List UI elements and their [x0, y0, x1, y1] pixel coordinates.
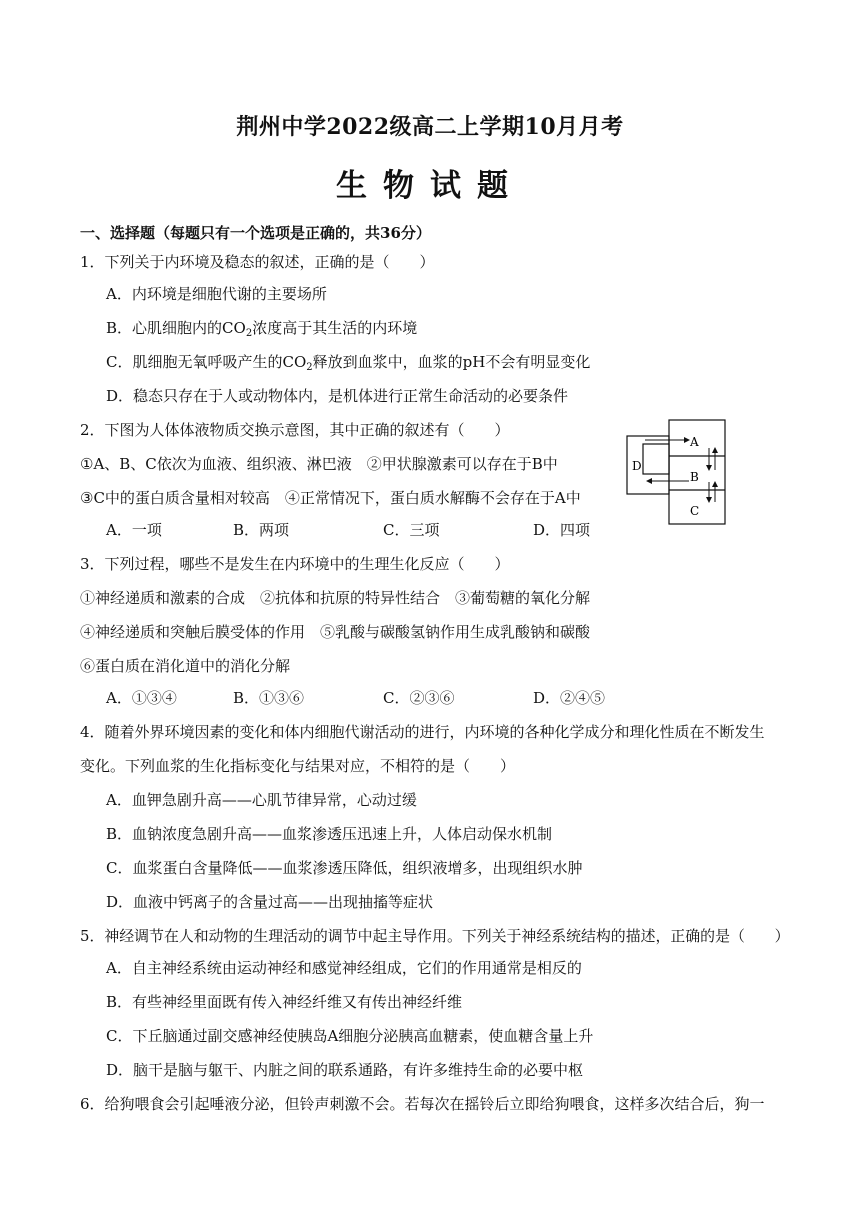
q3-item-line-2: ④神经递质和突触后膜受体的作用 ⑤乳酸与碳酸氢钠作用生成乳酸钠和碳酸 [80, 623, 591, 641]
q5-option-d: D．脑干是脑与躯干、内脏之间的联系通路，有许多维持生命的必要中枢 [106, 1061, 584, 1079]
label-c: C [690, 504, 700, 518]
q1-option-d: D．稳态只存在于人或动物体内，是机体进行正常生命活动的必要条件 [106, 387, 569, 405]
compartment-d-inner [643, 444, 669, 474]
q1-option-c: C．肌细胞无氧呼吸产生的$CO_2$释放到血浆中，血浆的pH不会有明显变化 [106, 353, 591, 373]
q3-item-line-3: ⑥蛋白质在消化道中的消化分解 [80, 657, 291, 675]
section-heading: 一、选择题（每题只有一个选项是正确的，共36分） [80, 224, 431, 242]
q3-item-line-1: ①神经递质和激素的合成 ②抗体和抗原的特异性结合 ③葡萄糖的氧化分解 [80, 589, 591, 607]
exam-title: 荆州中学2022级高二上学期10月月考 [236, 114, 624, 140]
q2-option-b: B．两项 [233, 521, 290, 539]
q2-option-d: D．四项 [533, 521, 591, 539]
exam-subject-title: 生物试题 [336, 168, 524, 204]
q1-option-a: A．内环境是细胞代谢的主要场所 [106, 285, 327, 303]
q6-stem: 6．给狗喂食会引起唾液分泌，但铃声刺激不会。若每次在摇铃后立即给狗喂食，这样多次结合后，狗一 [80, 1095, 765, 1113]
q3-option-c: C．②③⑥ [383, 689, 455, 707]
body-fluid-exchange-diagram [623, 418, 729, 526]
q3-option-d: D．②④⑤ [533, 689, 606, 707]
q5-option-a: A．自主神经系统由运动神经和感觉神经组成，它们的作用通常是相反的 [106, 959, 582, 977]
q2-statement-2: ③C中的蛋白质含量相对较高 ④正常情况下，蛋白质水解酶不会存在于A中 [80, 489, 581, 507]
q4-option-d: D．血液中钙离子的含量过高——出现抽搐等症状 [106, 893, 434, 911]
q1-stem: 1．下列关于内环境及稳态的叙述，正确的是（ ） [80, 253, 435, 271]
q4-option-a: A．血钾急剧升高——心肌节律异常，心动过缓 [106, 791, 417, 809]
q2-stem: 2．下图为人体体液物质交换示意图，其中正确的叙述有（ ） [80, 421, 510, 439]
q2-option-c: C．三项 [383, 521, 440, 539]
q3-option-b: B．①③⑥ [233, 689, 305, 707]
label-d: D [632, 459, 642, 473]
q5-option-b: B．有些神经里面既有传入神经纤维又有传出神经纤维 [106, 993, 463, 1011]
q4-option-c: C．血浆蛋白含量降低——血浆渗透压降低，组织液增多，出现组织水肿 [106, 859, 583, 877]
q4-option-b: B．血钠浓度急剧升高——血浆渗透压迅速上升，人体启动保水机制 [106, 825, 553, 843]
q2-option-a: A．一项 [106, 521, 162, 539]
q2-statement-1: ①A、B、C依次为血液、组织液、淋巴液 ②甲状腺激素可以存在于B中 [80, 455, 558, 473]
label-b: B [690, 470, 699, 484]
q1-option-b: B．心肌细胞内的$CO_2$浓度高于其生活的内环境 [106, 319, 418, 339]
q5-stem: 5．神经调节在人和动物的生理活动的调节中起主导作用。下列关于神经系统结构的描述，正确的是（ ） [80, 927, 790, 945]
q3-stem: 3．下列过程，哪些不是发生在内环境中的生理生化反应（ ） [80, 555, 510, 573]
q3-option-a: A．①③④ [106, 689, 177, 707]
q5-option-c: C．下丘脑通过副交感神经使胰岛A细胞分泌胰高血糖素，使血糖含量上升 [106, 1027, 594, 1045]
label-a: A [690, 435, 699, 449]
q4-stem-line-1: 4．随着外界环境因素的变化和体内细胞代谢活动的进行，内环境的各种化学成分和理化性质在不断发生 [80, 723, 765, 741]
q4-stem-line-2: 变化。下列血浆的生化指标变化与结果对应，不相符的是（ ） [80, 757, 516, 775]
